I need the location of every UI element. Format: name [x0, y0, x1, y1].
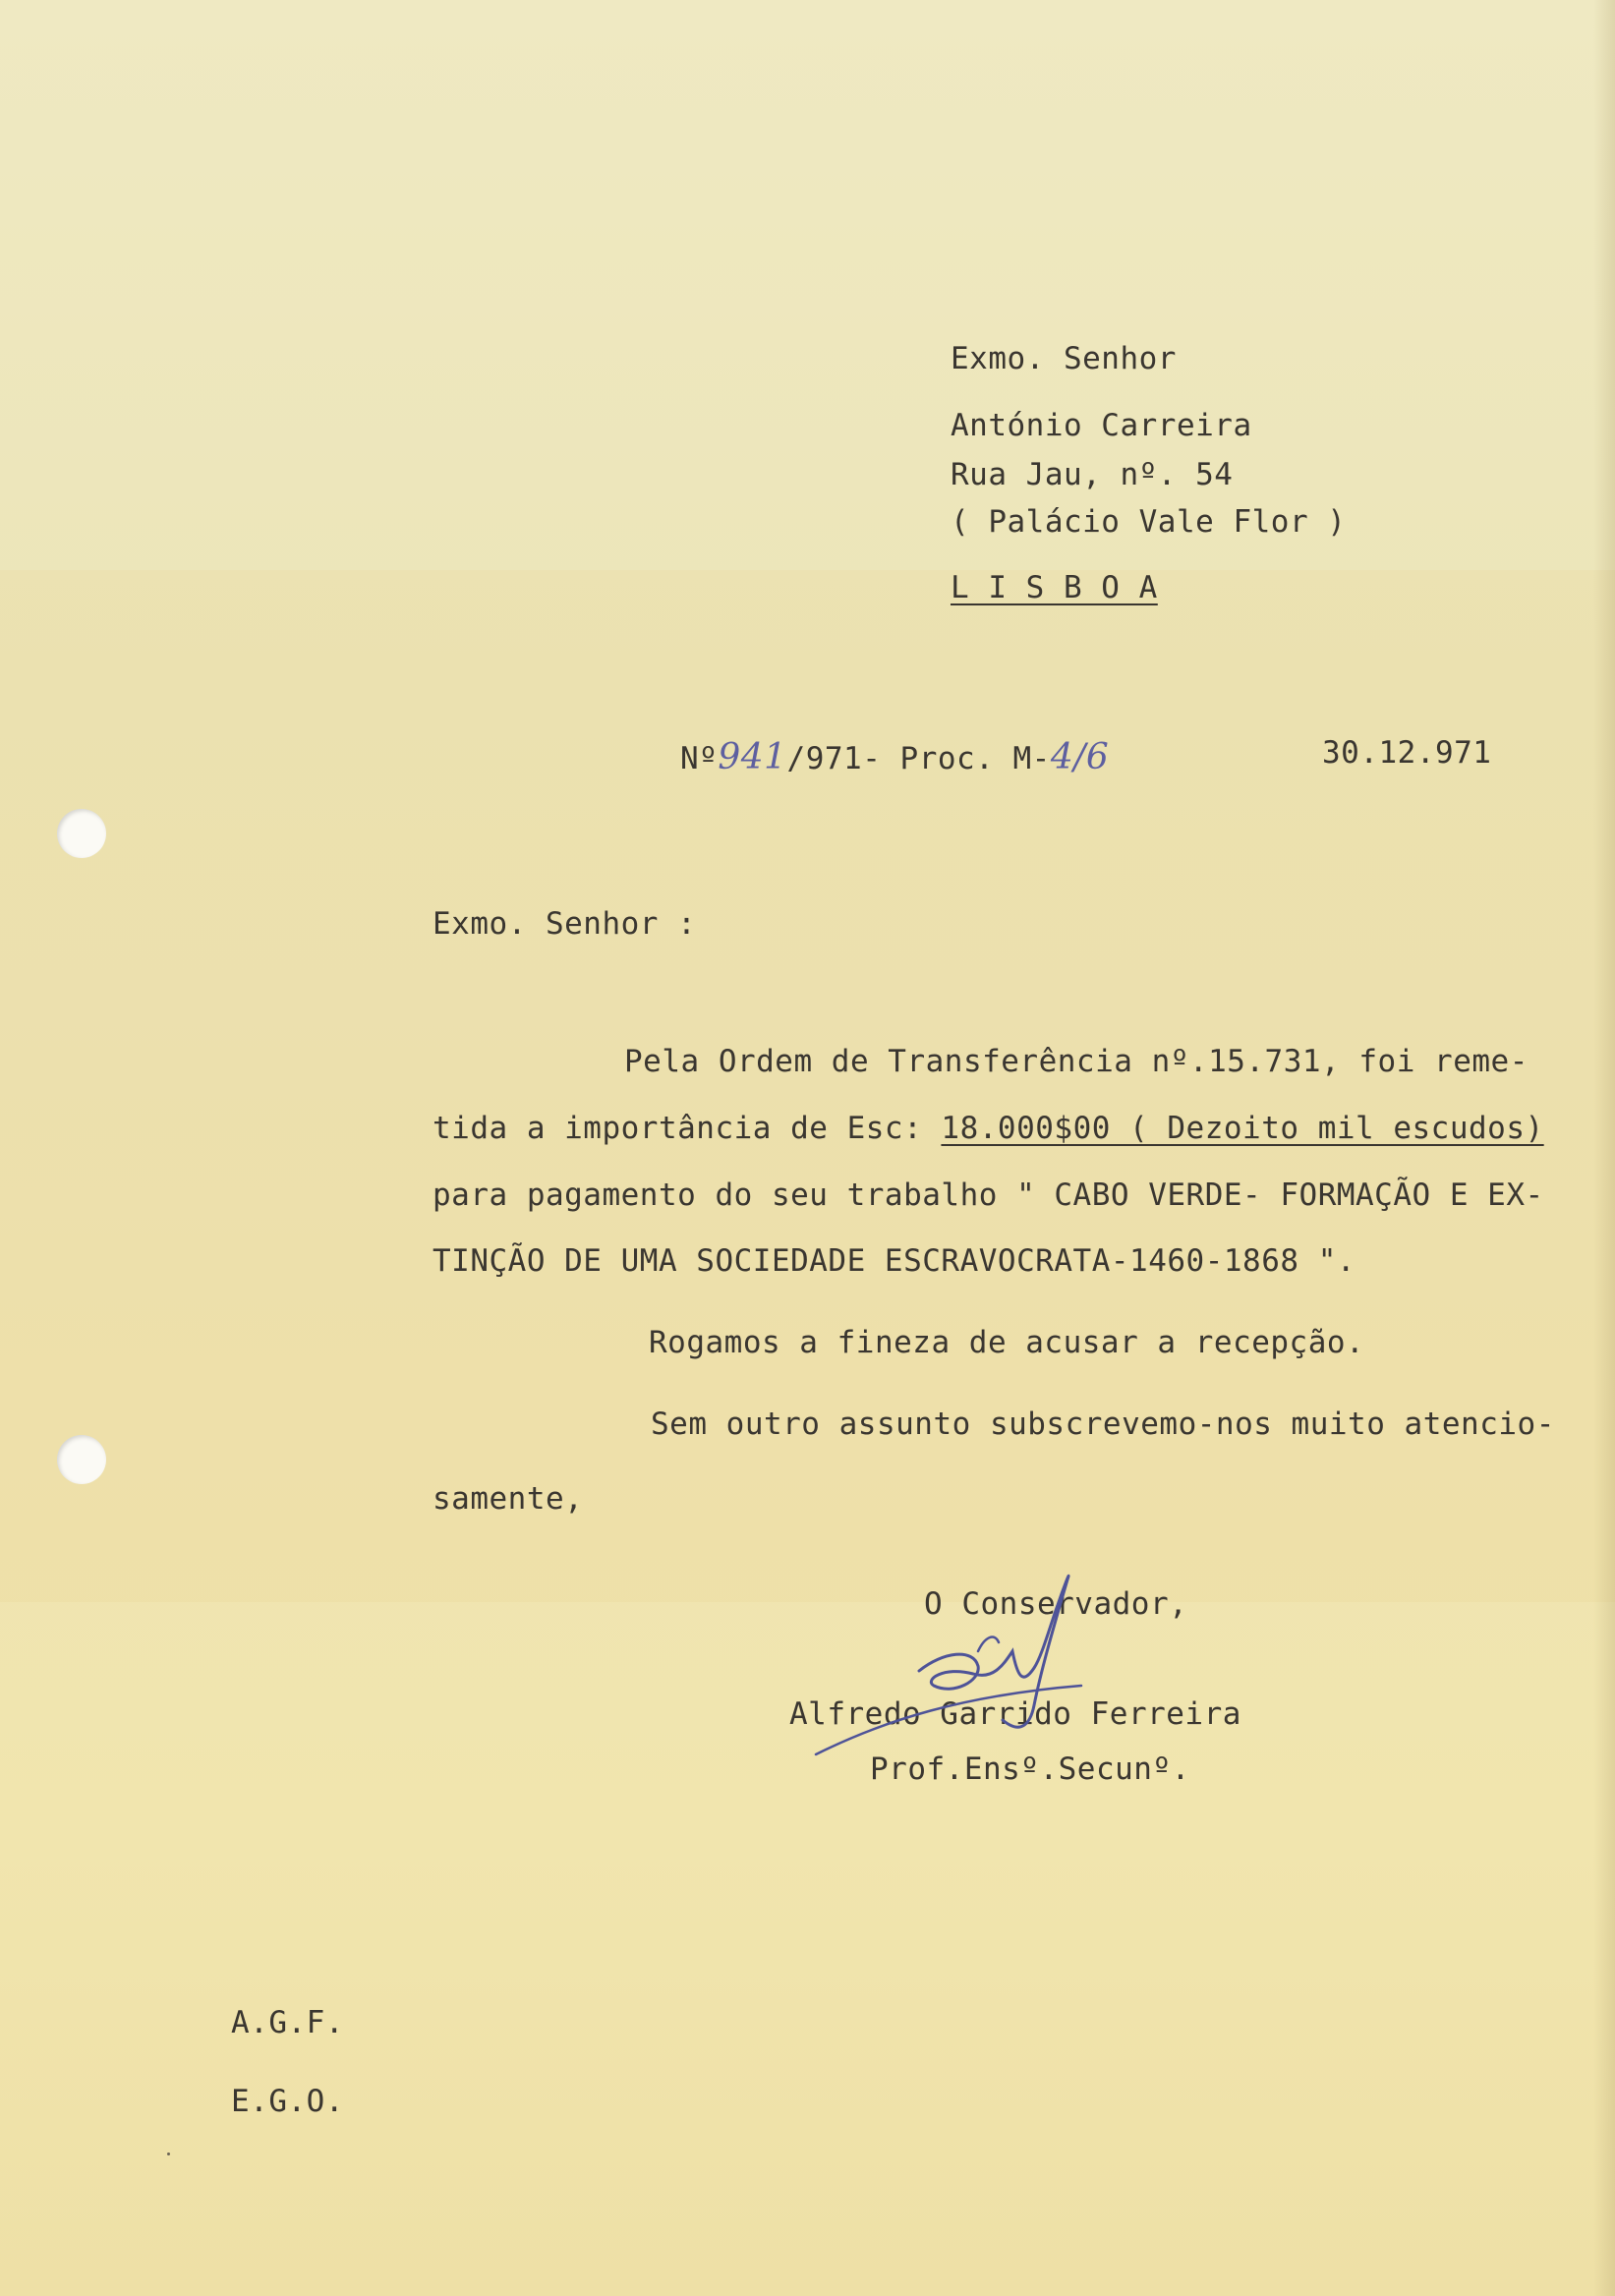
initials-line-1: A.G.F. — [231, 2005, 344, 2040]
body-paragraph-3-line-1: Sem outro assunto subscrevemo-nos muito atencio- — [651, 1406, 1555, 1442]
reference-prefix: Nº — [680, 741, 719, 776]
body-line-4: TINÇÃO DE UMA SOCIEDADE ESCRAVOCRATA-1460-1868 ". — [433, 1243, 1356, 1279]
reference-line — [680, 737, 1109, 777]
payment-amount: 18.000$00 ( Dezoito mil escudos) — [941, 1111, 1544, 1146]
reference-proc-handwritten: 4/6 — [1050, 737, 1110, 777]
reference-number-handwritten: 941 — [718, 737, 787, 777]
document-date: 30.12.971 — [1322, 735, 1492, 771]
body-line-2 — [433, 1111, 1544, 1146]
paper-edge-shadow — [1593, 0, 1615, 2296]
signature-role: O Conservador, — [924, 1586, 1188, 1622]
recipient-building: ( Palácio Vale Flor ) — [951, 504, 1347, 540]
paper-speck — [167, 2152, 170, 2155]
greeting: Exmo. Senhor : — [433, 906, 697, 942]
recipient-salutation: Exmo. Senhor — [951, 341, 1177, 376]
punch-hole-top — [57, 809, 106, 858]
signature-title: Prof.Ensº.Secunº. — [870, 1751, 1190, 1787]
signature-name: Alfredo Garrido Ferreira — [789, 1696, 1241, 1732]
paper-tone-band — [0, 570, 1615, 1602]
body-paragraph-3-line-2: samente, — [433, 1481, 584, 1517]
recipient-street: Rua Jau, nº. 54 — [951, 457, 1234, 492]
body-paragraph-2: Rogamos a fineza de acusar a recepção. — [649, 1325, 1365, 1360]
body-line-1: Pela Ordem de Transferência nº.15.731, foi reme- — [624, 1044, 1528, 1079]
recipient-city: L I S B O A — [951, 570, 1158, 605]
handwritten-signature — [777, 1558, 1239, 1774]
body-line-3: para pagamento do seu trabalho " CABO VERDE- FORMAÇÃO E EX- — [433, 1177, 1544, 1213]
punch-hole-bottom — [57, 1435, 106, 1484]
initials-line-2: E.G.O. — [231, 2084, 344, 2119]
recipient-name: António Carreira — [951, 408, 1252, 443]
body-line-2-prefix: tida a importância de Esc: — [433, 1111, 942, 1146]
reference-year-proc: /971- Proc. M- — [786, 741, 1051, 776]
